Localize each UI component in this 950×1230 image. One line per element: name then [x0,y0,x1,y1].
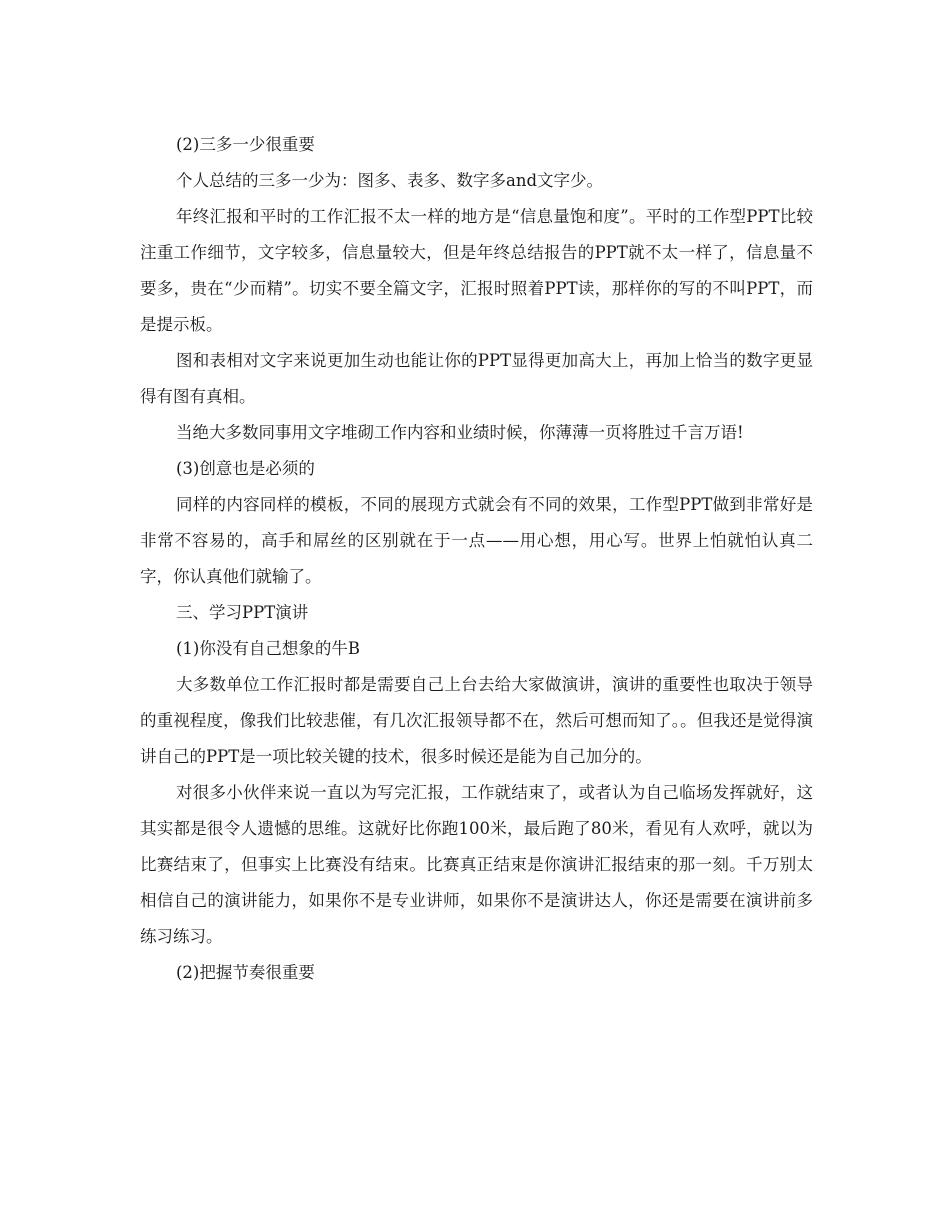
chapter-heading: 三、学习PPT演讲 [176,603,309,622]
body-paragraph: 对很多小伙伴来说一直以为写完汇报，工作就结束了，或者认为自己临场发挥就好，这其实都是很令人遗憾的思维。这就好比你跑100米，最后跑了80米，看见有人欢呼，就以为比赛结束了，但事实上比赛没有结束。比赛真正结束是你演讲汇报结束的那一刻。千万别太相信自己的演讲能力，如果你不是专业讲师，如果你不是演讲达人，你还是需要在演讲前多练习练习。 [140,783,813,946]
section-heading: (3)创意也是必须的 [176,459,315,478]
body-paragraph: 同样的内容同样的模板，不同的展现方式就会有不同的效果，工作型PPT做到非常好是非常不容易的，高手和屌丝的区别就在于一点——用心想，用心写。世界上怕就怕认真二字，你认真他们就输了。 [140,495,813,586]
body-paragraph: 当绝大多数同事用文字堆砌工作内容和业绩时候，你薄薄一页将胜过千言万语! [176,423,744,442]
body-paragraph: 大多数单位工作汇报时都是需要自己上台去给大家做演讲，演讲的重要性也取决于领导的重视程度，像我们比较悲催，有几次汇报领导都不在，然后可想而知了。。但我还是觉得演讲自己的PPT是一项比较关键的技术，很多时候还是能为自己加分的。 [140,675,813,766]
body-paragraph: 个人总结的三多一少为：图多、表多、数字多and文字少。 [176,171,604,190]
section-heading: (2)三多一少很重要 [176,135,315,154]
section-heading: (1)你没有自己想象的牛B [176,639,360,658]
body-paragraph: 图和表相对文字来说更加生动也能让你的PPT显得更加高大上，再加上恰当的数字更显得有图有真相。 [140,351,813,406]
section-heading: (2)把握节奏很重要 [176,963,315,982]
document-body [140,127,813,991]
body-paragraph: 年终汇报和平时的工作汇报不太一样的地方是“信息量饱和度”。平时的工作型PPT比较注重工作细节，文字较多，信息量较大，但是年终总结报告的PPT就不太一样了，信息量不要多，贵在“少而精”。切实不要全篇文字，汇报时照着PPT读，那样你的写的不叫PPT，而是提示板。 [140,207,813,334]
